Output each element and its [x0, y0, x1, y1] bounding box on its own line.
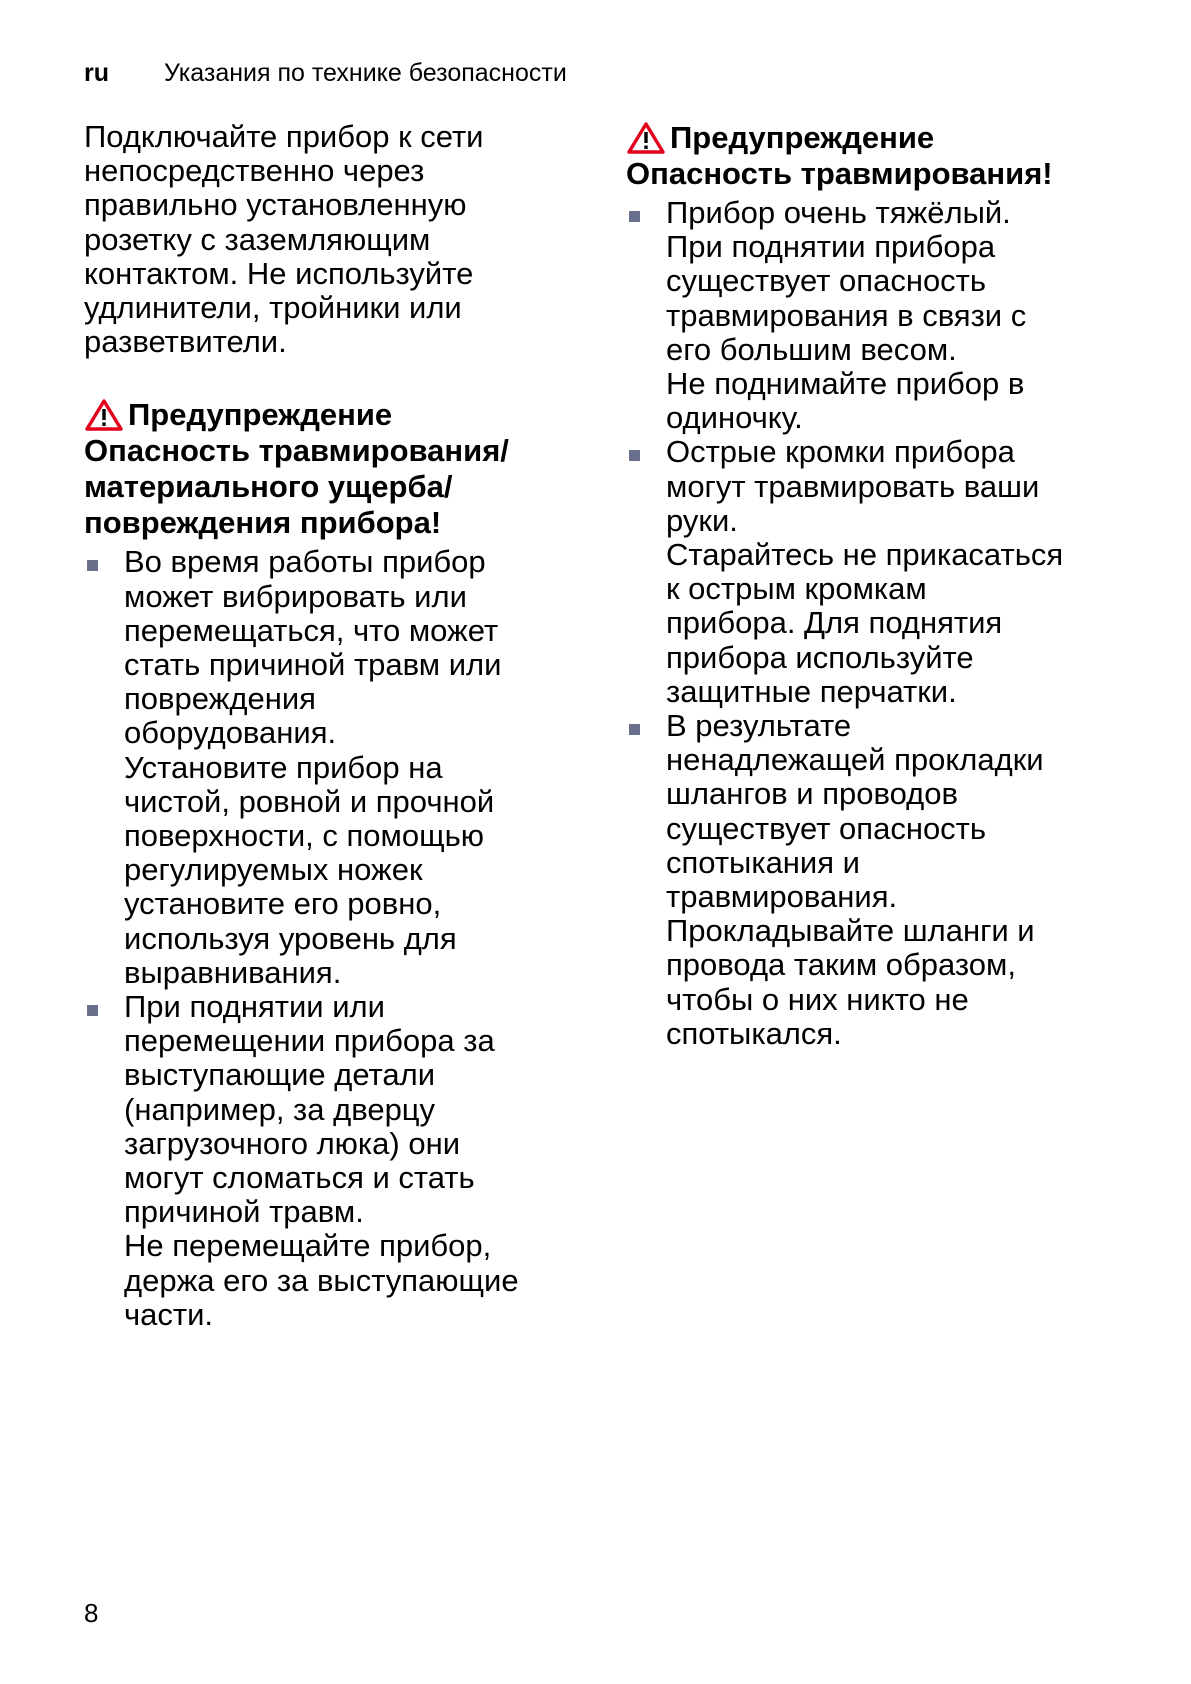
warning-heading	[84, 397, 584, 433]
warning-list	[626, 196, 1136, 1051]
page-header	[84, 58, 567, 88]
list-item-text: При поднятии или перемещении прибора за выступающие детали (например, за дверцу загрузочного люка) они могут сломаться и стать причиной травм. Не перемещайте прибор, держа его за выступающие части.	[124, 989, 519, 1332]
bullet-marker	[87, 1005, 98, 1016]
page-number: 8	[84, 1598, 99, 1628]
bullet-marker	[629, 211, 640, 222]
bullet-marker	[629, 724, 640, 735]
warning-heading	[626, 120, 1136, 156]
list-item	[84, 990, 584, 1332]
list-item	[626, 435, 1136, 709]
list-item	[626, 196, 1136, 435]
warning-triangle-icon	[84, 398, 124, 432]
bullet-marker	[87, 560, 98, 571]
section-title: Указания по технике безопасности	[164, 59, 567, 87]
warning-title: Предупреждение	[670, 120, 935, 155]
warning-title: Предупреждение	[128, 397, 393, 433]
right-column	[626, 120, 1136, 1051]
language-code: ru	[84, 59, 109, 87]
list-item-text: Острые кромки прибора могут травмировать ваши руки. Старайтесь не прикасаться к острым кромкам прибора. Для поднятия прибора используйте защитные перчатки.	[666, 434, 1064, 709]
warning-list	[84, 545, 584, 1332]
warning-triangle-icon	[626, 121, 666, 155]
list-item-text: Во время работы прибор может вибрировать или перемещаться, что может стать причиной травм или повреждения оборудования. Установите прибор на чистой, ровной и прочной поверхности, с помощью регулируемых ножек установите его ровно, используя уровень для выравнивания.	[124, 544, 502, 990]
warning-subtitle: Опасность травмирования!	[626, 156, 1053, 191]
bullet-marker	[629, 450, 640, 461]
intro-paragraph: Подключайте прибор к сети непосредственно через правильно установленную розетку с заземляющим контактом. Не используйте удлинители, тройники или разветвители.	[84, 119, 484, 360]
left-column	[84, 120, 584, 1332]
list-item	[626, 709, 1136, 1051]
list-item-text: Прибор очень тяжёлый. При поднятии прибора существует опасность травмирования в связи с его большим весом. Не поднимайте прибор в одиночку.	[666, 195, 1027, 436]
list-item-text: В результате ненадлежащей прокладки шлангов и проводов существует опасность спотыкания и травмирования. Прокладывайте шланги и провода таким образом, чтобы о них никто не спотыкался.	[666, 708, 1044, 1051]
list-item	[84, 545, 584, 990]
warning-subtitle: Опасность травмирования/ материального ущерба/ повреждения прибора!	[84, 433, 509, 541]
